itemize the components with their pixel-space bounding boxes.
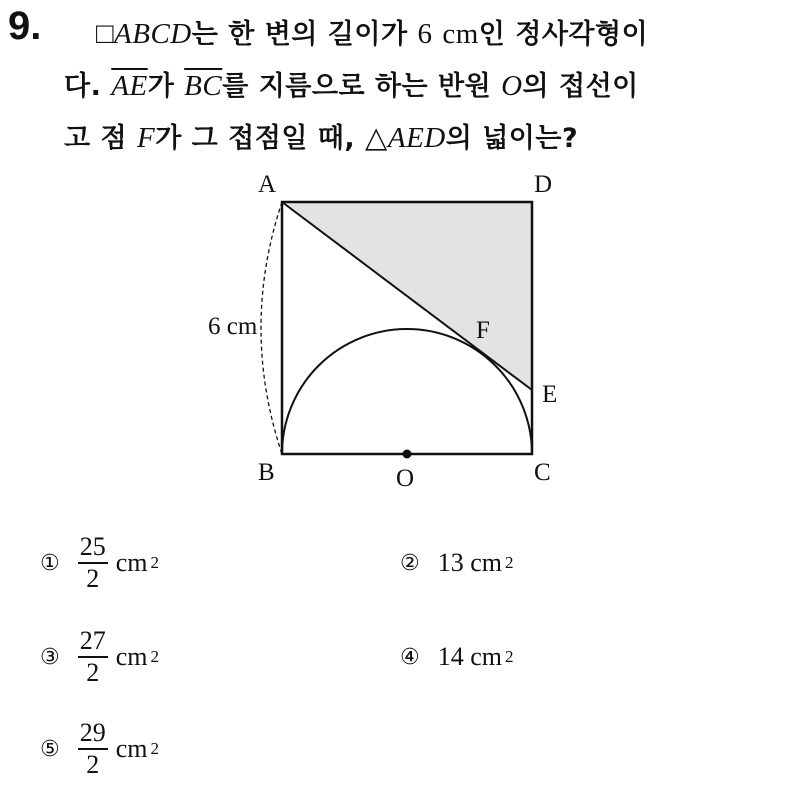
choice-unit: cm bbox=[115, 642, 148, 671]
choice-2[interactable] bbox=[400, 548, 514, 578]
unit-exponent: 2 bbox=[505, 647, 514, 666]
segment-bc: $\overline{BC}$ bbox=[184, 70, 223, 102]
question-text: 인 정사각형이 bbox=[478, 19, 649, 50]
fraction-numerator: 29 bbox=[78, 718, 108, 750]
choice-4[interactable] bbox=[400, 642, 514, 672]
triangle-name: AED bbox=[387, 122, 446, 154]
point-name: F bbox=[136, 122, 156, 154]
fraction-numerator: 25 bbox=[78, 532, 108, 564]
label-f: F bbox=[476, 317, 490, 344]
center-point-o bbox=[403, 450, 412, 459]
unit-exponent: 2 bbox=[505, 553, 514, 572]
label-o: O bbox=[396, 465, 415, 492]
fraction bbox=[78, 626, 108, 688]
choice-marker: ① bbox=[40, 550, 60, 576]
fraction-denominator: 2 bbox=[86, 564, 100, 593]
choice-marker: ⑤ bbox=[40, 736, 60, 762]
choice-unit: cm bbox=[470, 642, 502, 671]
square-symbol: □ bbox=[96, 18, 115, 50]
fraction bbox=[78, 532, 108, 594]
choice-marker: ③ bbox=[40, 644, 60, 670]
side-length-label: 6 cm bbox=[208, 313, 258, 340]
side-length-brace bbox=[261, 202, 282, 454]
geometry-figure bbox=[190, 166, 590, 496]
label-b: B bbox=[258, 459, 275, 486]
question-line-3 bbox=[64, 116, 578, 155]
choice-unit: cm bbox=[115, 548, 148, 577]
question-text: 의 접선이 bbox=[522, 71, 639, 102]
unit-exponent: 2 bbox=[150, 739, 159, 758]
choice-unit: cm bbox=[470, 548, 502, 577]
side-length-unit: cm bbox=[442, 18, 479, 50]
choice-5[interactable] bbox=[40, 718, 159, 780]
label-c: C bbox=[534, 459, 551, 486]
question-line-2 bbox=[64, 64, 639, 103]
label-a: A bbox=[258, 171, 277, 198]
unit-exponent: 2 bbox=[150, 647, 159, 666]
choice-1[interactable] bbox=[40, 532, 159, 594]
unit-exponent: 2 bbox=[150, 553, 159, 572]
question-number: 9. bbox=[8, 4, 42, 48]
fraction bbox=[78, 718, 108, 780]
fraction-denominator: 2 bbox=[86, 750, 100, 779]
choice-value: 13 bbox=[437, 548, 464, 577]
question-text: 다. bbox=[64, 71, 112, 102]
fraction-denominator: 2 bbox=[86, 658, 100, 687]
segment-ae: $\overline{AE}$ bbox=[111, 70, 148, 102]
question-text: 가 bbox=[147, 71, 185, 102]
question-text: 고 점 bbox=[64, 123, 137, 154]
question-text: 의 넓이는? bbox=[445, 123, 579, 154]
circle-name: O bbox=[501, 70, 523, 102]
question-text: 는 한 변의 길이가 bbox=[191, 19, 418, 50]
question-line-1 bbox=[96, 12, 648, 51]
choice-unit: cm bbox=[115, 734, 148, 763]
question-text: 가 그 접점일 때, bbox=[155, 123, 366, 154]
choice-value: 14 bbox=[437, 642, 464, 671]
label-d: D bbox=[534, 171, 553, 198]
choice-marker: ② bbox=[400, 550, 420, 576]
fraction-numerator: 27 bbox=[78, 626, 108, 658]
choice-marker: ④ bbox=[400, 644, 420, 670]
choice-3[interactable] bbox=[40, 626, 159, 688]
square-name: ABCD bbox=[114, 18, 192, 50]
question-text: 를 지름으로 하는 반원 bbox=[222, 71, 502, 102]
side-length-value: 6 bbox=[417, 18, 433, 50]
triangle-symbol: △ bbox=[365, 122, 388, 154]
label-e: E bbox=[542, 381, 558, 408]
